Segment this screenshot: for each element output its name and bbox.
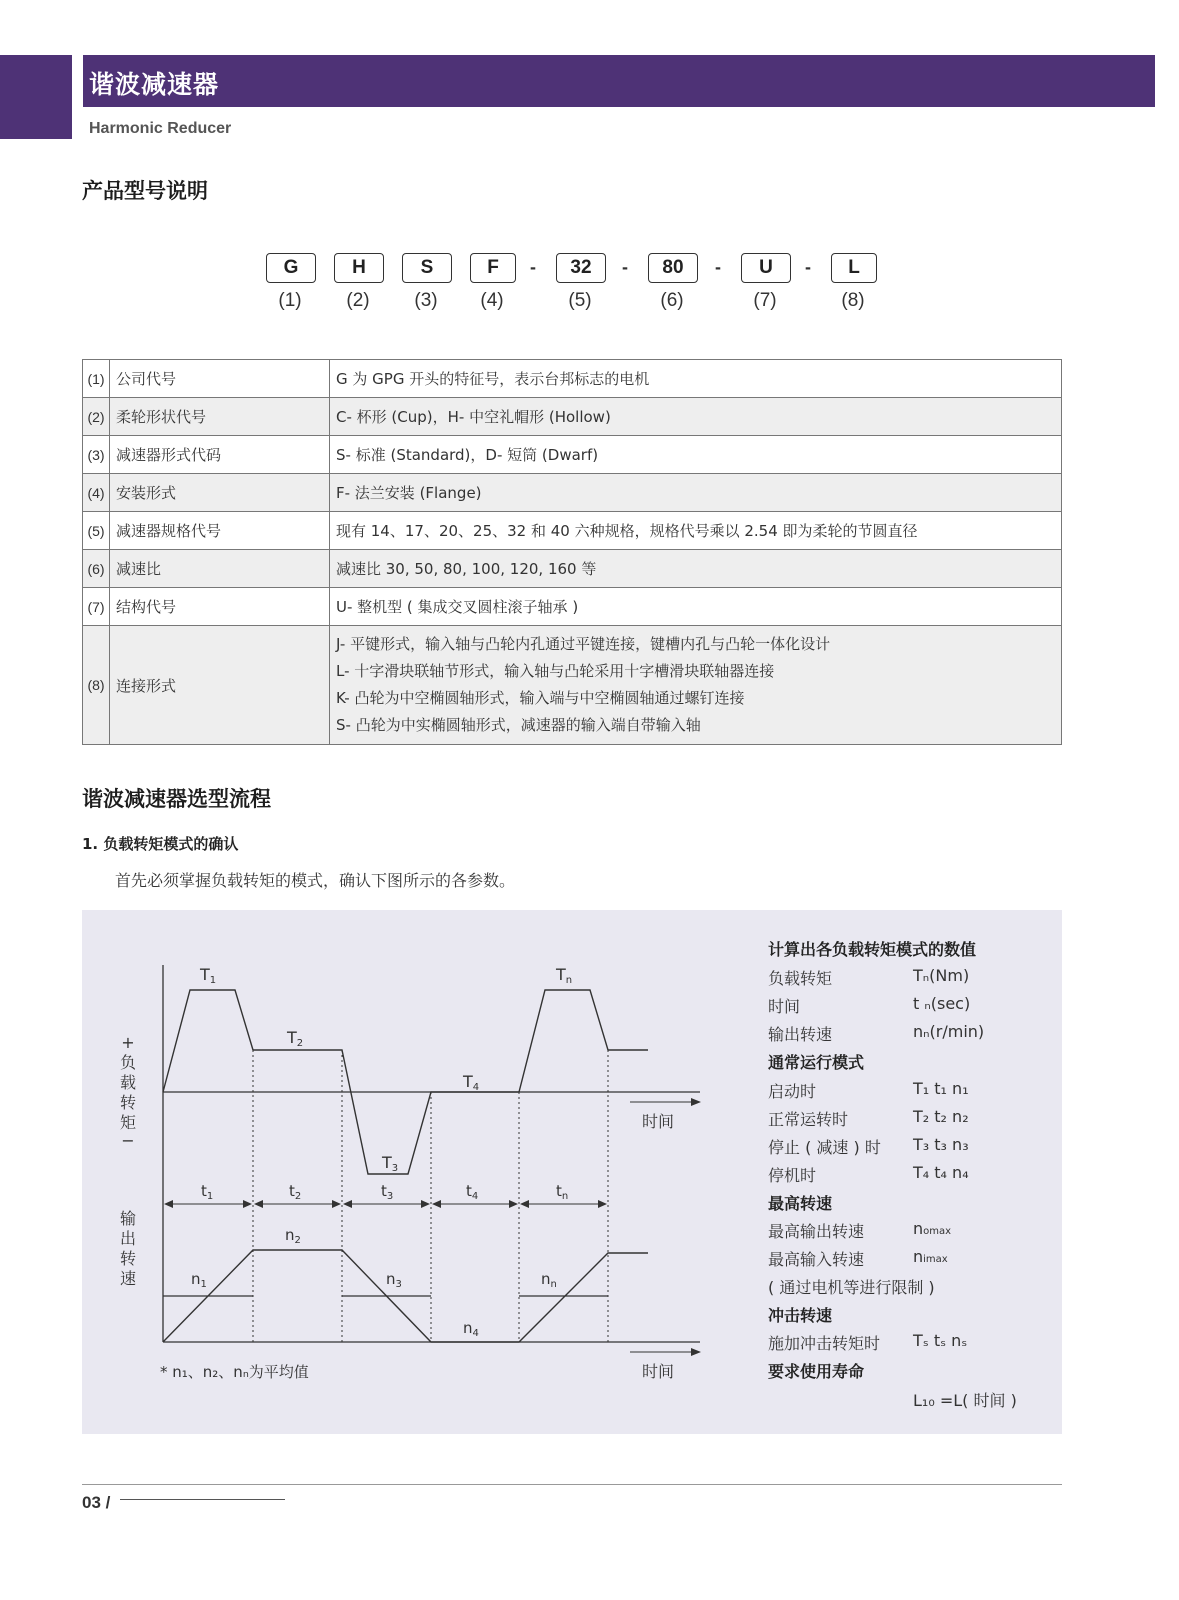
label-t2: $t_2$ (289, 1182, 302, 1202)
code-box: S (402, 253, 452, 283)
code-index: (4) (480, 290, 504, 311)
label-T1: T1 (200, 965, 217, 986)
row-description: F- 法兰安装 (Flange) (330, 474, 1062, 512)
label-n2: $n_2$ (285, 1226, 301, 1246)
code-index: (8) (841, 290, 865, 311)
code-box: 80 (648, 253, 698, 283)
row-name: 减速比 (110, 550, 330, 588)
row-index: (8) (83, 626, 110, 745)
page-title: 谐波减速器 (89, 70, 220, 99)
row-name: 减速器规格代号 (110, 512, 330, 550)
connection-option: K- 凸轮为中空椭圆轴形式，输入端与中空椭圆轴通过螺钉连接 (336, 689, 745, 707)
label-nn: $n_n$ (541, 1270, 557, 1290)
code-box: U (741, 253, 791, 283)
step-title: 1. 负载转矩模式的确认 (82, 835, 239, 853)
label-n1: $n_1$ (191, 1270, 207, 1290)
row-index: (4) (83, 474, 110, 512)
connection-option: L- 十字滑块联轴节形式，输入轴与凸轮采用十字槽滑块联轴器连接 (336, 662, 775, 680)
code-box: 32 (556, 253, 606, 283)
legend-label: 负载转矩 (768, 969, 833, 988)
row-index: (3) (83, 436, 110, 474)
page-subtitle: Harmonic Reducer (89, 120, 232, 137)
row-description: C- 杯形 (Cup)，H- 中空礼帽形 (Hollow) (330, 398, 1062, 436)
legend-value: T₃ t₃ n₃ (913, 1135, 969, 1154)
code-box: F (470, 253, 516, 283)
label-n3: $n_3$ (386, 1270, 402, 1290)
legend-label: 输出转速 (768, 1025, 833, 1044)
row-description: S- 标准 (Standard)，D- 短筒 (Dwarf) (330, 436, 1062, 474)
legend-label: 启动时 (768, 1082, 817, 1101)
row-name: 结构代号 (110, 588, 330, 626)
code-index: (3) (414, 290, 438, 311)
legend-label: 最高输入转速 (768, 1250, 865, 1269)
svg-text:负: 负 (119, 1053, 137, 1072)
row-name: 减速器形式代码 (110, 436, 330, 474)
legend-value: Tₙ(Nm) (913, 966, 970, 985)
legend-value: Tₛ tₛ nₛ (913, 1331, 968, 1350)
code-separator: - (715, 257, 721, 277)
svg-text:转: 转 (119, 1093, 137, 1112)
svg-text:出: 出 (119, 1229, 137, 1248)
code-box: H (334, 253, 384, 283)
svg-text:−: − (121, 1131, 135, 1150)
legend-label: 停止 ( 减速 ) 时 (768, 1138, 881, 1157)
svg-text:输: 输 (119, 1209, 137, 1228)
code-index: (1) (278, 290, 302, 311)
code-index: (2) (346, 290, 370, 311)
code-separator: - (622, 257, 628, 277)
code-separator: - (805, 257, 811, 277)
label-t4: $t_4$ (466, 1182, 479, 1202)
legend-value: T₂ t₂ n₂ (913, 1107, 969, 1126)
svg-text:载: 载 (119, 1073, 137, 1092)
code-separator: - (530, 257, 536, 277)
step-intro: 首先必须掌握负载转矩的模式，确认下图所示的各参数。 (115, 871, 516, 890)
phase-boundaries (253, 1050, 608, 1342)
row-name: 连接形式 (110, 626, 330, 745)
row-index: (1) (83, 360, 110, 398)
page-number: 03 / (82, 1493, 111, 1512)
label-n4: $n_4$ (463, 1319, 479, 1339)
row-index: (2) (83, 398, 110, 436)
label-T3: T3 (382, 1153, 399, 1174)
label-T2: T2 (287, 1028, 304, 1049)
legend-value: t ₙ(sec) (913, 994, 971, 1013)
legend-label: 停机时 (768, 1166, 817, 1185)
legend-value: nₙ(r/min) (913, 1022, 985, 1041)
legend-label: 时间 (768, 997, 801, 1016)
row-description: 减速比 30, 50, 80, 100, 120, 160 等 (330, 550, 1062, 588)
selection-heading: 谐波减速器选型流程 (82, 787, 271, 811)
legend-section-title: 通常运行模式 (768, 1053, 865, 1072)
row-description: G 为 GPG 开头的特征号，表示台邦标志的电机 (330, 360, 1062, 398)
code-index: (7) (753, 290, 777, 311)
legend-label: 施加冲击转矩时 (768, 1334, 881, 1353)
model-heading: 产品型号说明 (82, 179, 208, 203)
legend-section-title: 要求使用寿命 (768, 1362, 865, 1381)
code-box: L (831, 253, 877, 283)
svg-text:速: 速 (119, 1269, 137, 1288)
row-index: (7) (83, 588, 110, 626)
legend-note: ( 通过电机等进行限制 ) (768, 1278, 935, 1297)
legend-value: T₁ t₁ n₁ (913, 1079, 969, 1098)
label-t1: $t_1$ (201, 1182, 214, 1202)
connection-option: J- 平键形式，输入轴与凸轮内孔通过平键连接，键槽内孔与凸轮一体化设计 (336, 635, 831, 653)
label-T4: T4 (463, 1072, 480, 1093)
code-index: (6) (660, 290, 684, 311)
row-description: U- 整机型 ( 集成交叉圆柱滚子轴承 ) (330, 588, 1062, 626)
svg-text:+: + (121, 1033, 135, 1052)
code-index: (5) (568, 290, 592, 311)
row-index: (6) (83, 550, 110, 588)
row-name: 公司代号 (110, 360, 330, 398)
row-description: 现有 14、17、20、25、32 和 40 六种规格，规格代号乘以 2.54 即为柔轮的节圆直径 (330, 512, 1062, 550)
legend-value: T₄ t₄ n₄ (913, 1163, 969, 1182)
legend-value: nomax (913, 1219, 952, 1238)
label-Tn: Tn (556, 965, 573, 986)
legend-label: 正常运转时 (768, 1110, 849, 1129)
legend-value: nimax (913, 1247, 948, 1266)
torque-profile-line (163, 990, 648, 1174)
footer-underline (120, 1499, 285, 1500)
time-axis-label: 时间 (642, 1362, 675, 1381)
svg-text:转: 转 (119, 1249, 137, 1268)
legend-label: 最高输出转速 (768, 1222, 865, 1241)
legend-section-title: 最高转速 (768, 1194, 833, 1213)
legend-title: 计算出各负载转矩模式的数值 (768, 940, 977, 959)
row-index: (5) (83, 512, 110, 550)
connection-option: S- 凸轮为中实椭圆轴形式，减速器的输入端自带输入轴 (336, 716, 701, 734)
legend-section-title: 冲击转速 (768, 1306, 833, 1325)
speed-axis-title (120, 1209, 136, 1288)
footer-rule (82, 1484, 1062, 1485)
label-tn: $t_n$ (556, 1182, 569, 1202)
row-name: 安装形式 (110, 474, 330, 512)
code-box: G (266, 253, 316, 283)
row-name: 柔轮形状代号 (110, 398, 330, 436)
legend-value: L₁₀ =L( 时间 ) (913, 1391, 1017, 1410)
time-axis-label: 时间 (642, 1112, 675, 1131)
label-t3: $t_3$ (381, 1182, 394, 1202)
average-note: * n₁、n₂、nₙ为平均值 (160, 1363, 309, 1381)
svg-text:矩: 矩 (119, 1113, 137, 1132)
torque-axis-title (120, 1033, 136, 1150)
